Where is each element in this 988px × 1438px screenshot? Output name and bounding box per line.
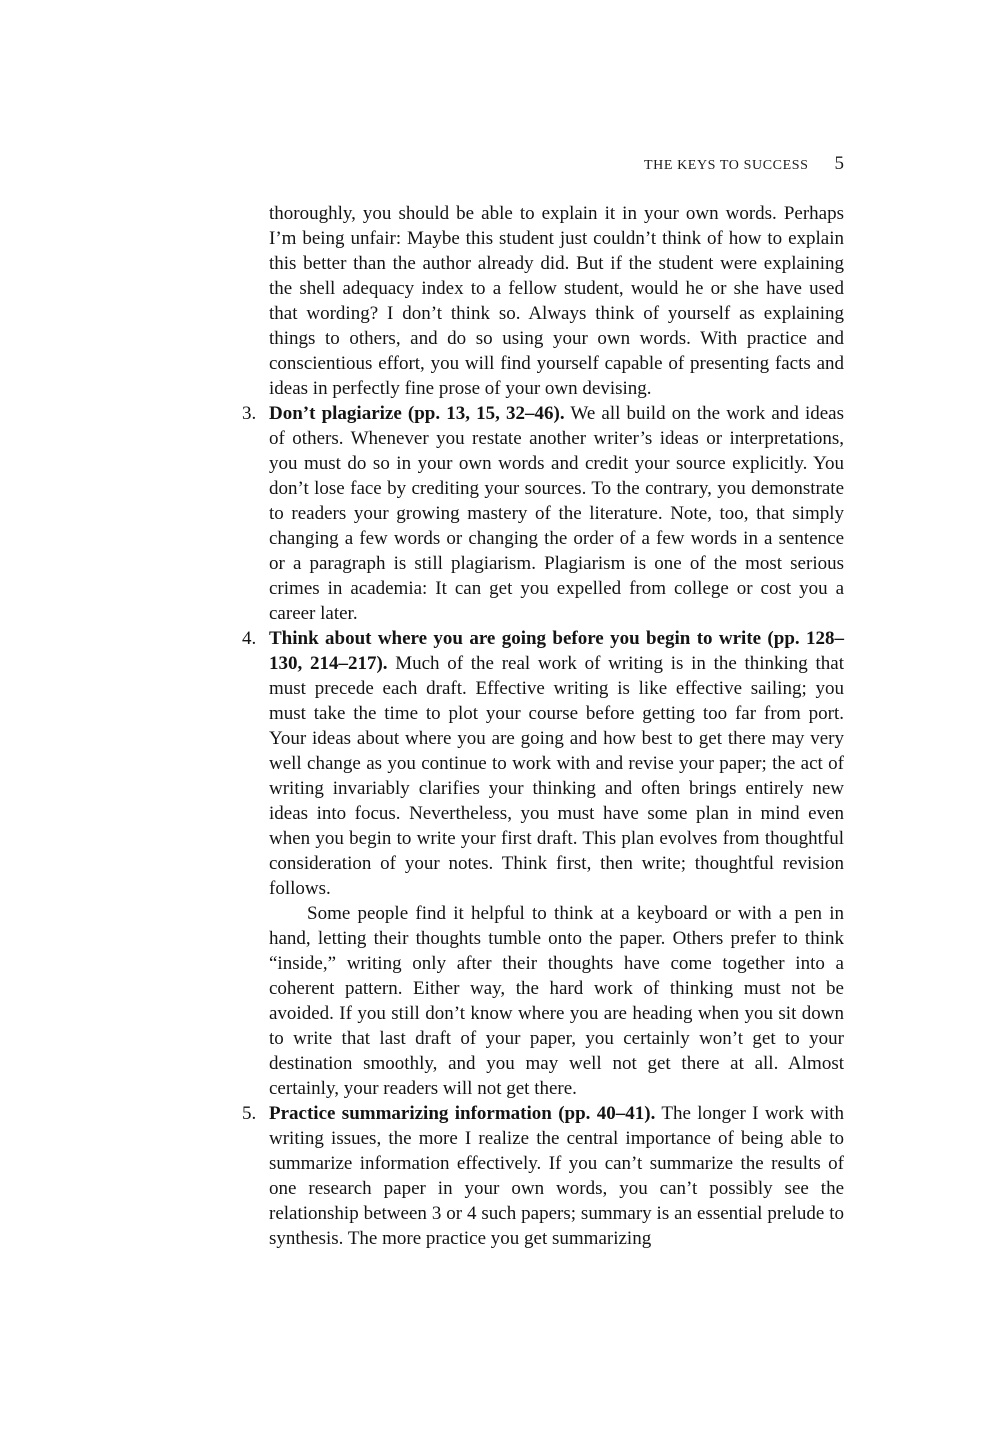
page-number: 5 [834, 153, 844, 174]
list-item-3 [242, 401, 844, 626]
list-item-5 [242, 1101, 845, 1251]
item-heading: Don’t plagiarize (pp. 13, 15, 32–46). [269, 403, 565, 424]
item-number: 3. [242, 403, 257, 424]
item-number: 5. [242, 1103, 257, 1124]
intro-paragraph: thoroughly, you should be able to explain it in your own words. Perhaps I’m being unfair: Maybe this student just couldn’t think of how to explain this better than the author already did. But if the student were explaining the shell adequacy index to a fellow student, would he or she have used that wording? I don’t think so. Always think of yourself as explaining things to others, and do so using your own words. With practice and conscientious effort, you will find yourself capable of presenting facts and ideas in perfectly fine prose of your own devising. [269, 203, 844, 399]
item-text: We all build on the work and ideas of others. Whenever you restate another writer’s ideas or interpretations, you must do so in your own words and credit your source explicitly. You don’t lose face by crediting your sources. To the contrary, you demonstrate to readers your growing mastery of the literature. Note, too, that simply changing a few words or changing the order of a few words in a sentence or a paragraph is still plagiarism. Plagiarism is one of the most serious crimes in academia: It can get you expelled from college or cost you a career later. [269, 403, 844, 624]
list-item-4 [242, 626, 845, 901]
item-heading: Think about where you are going before you begin to write (pp. 128–130, 214–217). [269, 628, 844, 674]
running-head [644, 153, 844, 175]
running-title: THE KEYS TO SUCCESS [643, 158, 809, 173]
item-heading: Practice summarizing information (pp. 40–41). [269, 1103, 656, 1124]
body-text [242, 201, 845, 1251]
item-text: Much of the real work of writing is in the thinking that must precede each draft. Effective writing is like effective sailing; you must take the time to plot your course before getting too far from port. Your ideas about where you are going and how best to get there may very well change as you continue to work with and revise your paper; the act of writing invariably clarifies your thinking and often brings entirely new ideas into focus. Nevertheless, you must have some plan in mind even when you begin to write your first draft. This plan evolves from thoughtful consideration of your notes. Think first, then write; thoughtful revision follows. [269, 653, 845, 899]
item-text: The longer I work with writing issues, the more I realize the central importance of being able to summarize information effectively. If you can’t summarize the results of one research paper in your own words, you can’t possibly see the relationship between 3 or 4 such papers; summary is an essential prelude to synthesis. The more practice you get summarizing [269, 1103, 845, 1249]
item-number: 4. [242, 628, 257, 649]
item-4-continuation: Some people find it helpful to think at a keyboard or with a pen in hand, letting their thoughts tumble onto the paper. Others prefer to think “inside,” writing only after their thoughts have come together into a coherent pattern. Either way, the hard work of thinking must not be avoided. If you still don’t know where you are heading when you sit down to write that last draft of your paper, you certainly won’t get to your destination smoothly, and you may well not get there at all. Almost certainly, your readers will not get there. [269, 903, 844, 1099]
